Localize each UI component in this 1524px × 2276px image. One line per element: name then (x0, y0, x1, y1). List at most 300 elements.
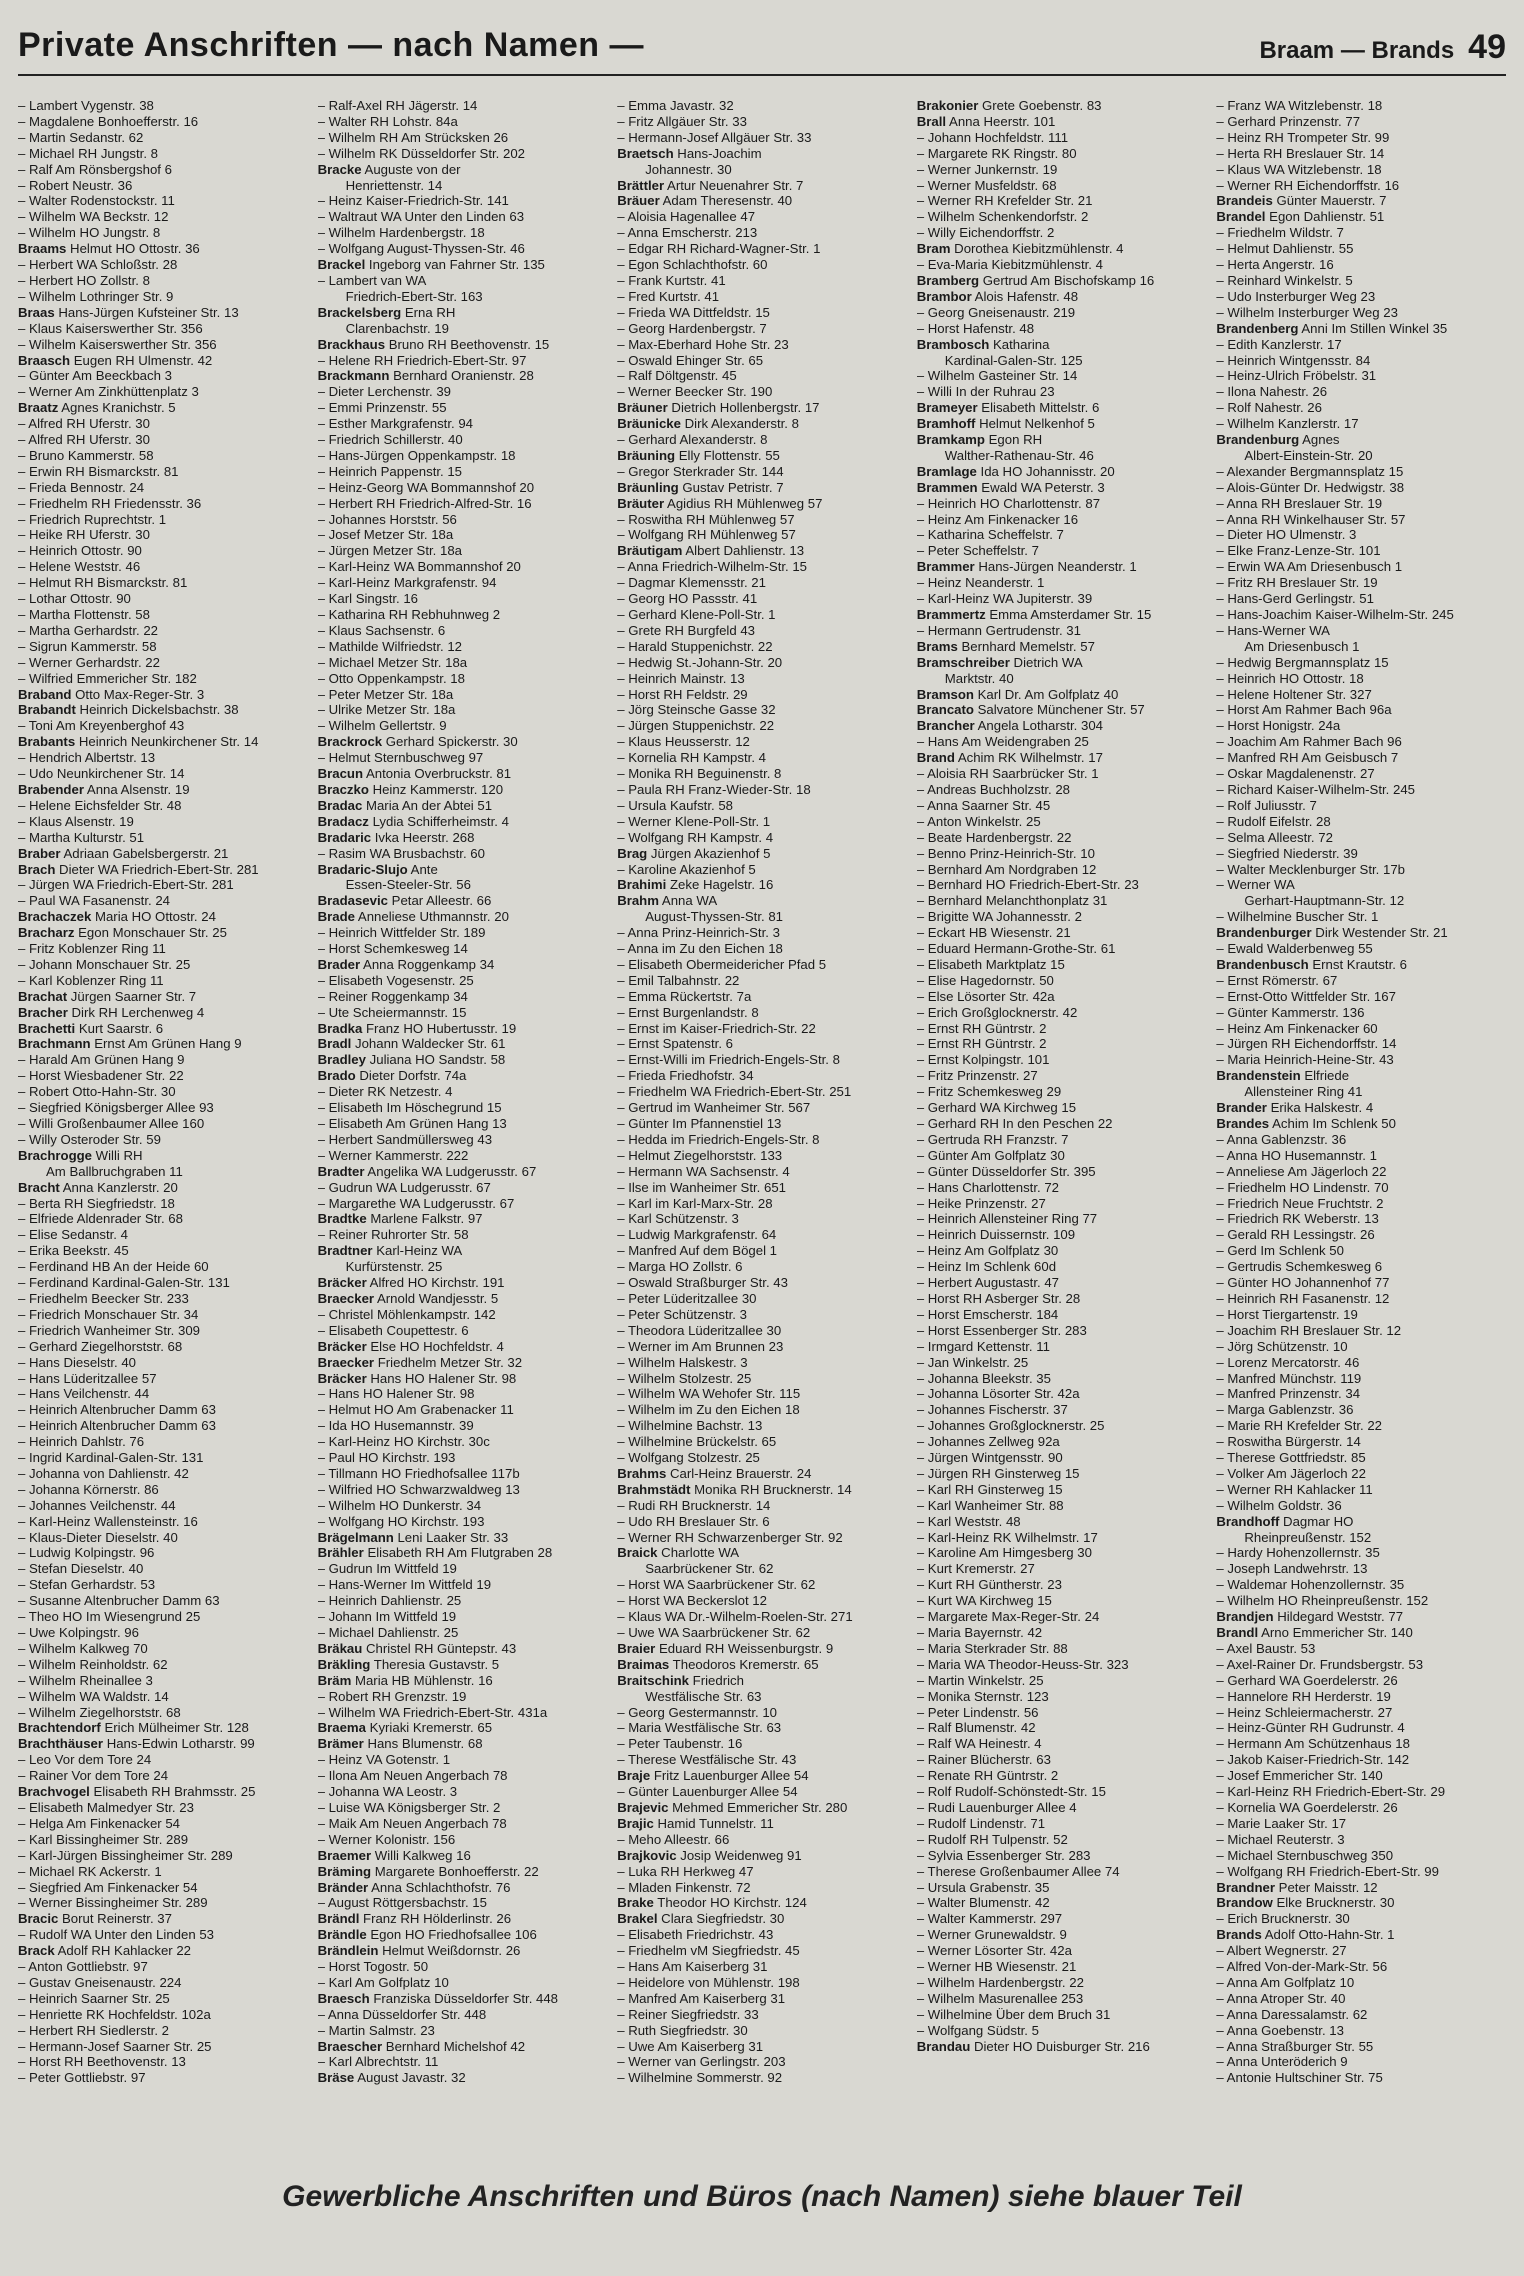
entry: – Werner Kolonistr. 156 (318, 1832, 608, 1848)
entry-details: Heinrich Dickelsbachstr. 38 (75, 702, 239, 718)
surname: Bradtner (317, 1243, 373, 1259)
entry: – Michael Sternbuschweg 350 (1216, 1848, 1506, 1864)
entry: – Rolf Juliusstr. 7 (1216, 798, 1506, 814)
entry: – Anna Goebenstr. 13 (1216, 2023, 1506, 2039)
entry: – Fritz RH Breslauer Str. 19 (1216, 575, 1506, 591)
entry: – Werner van Gerlingstr. 203 (617, 2054, 907, 2070)
entry: – Ralf Döltgenstr. 45 (617, 368, 907, 384)
entry: – Wilhelm WA Beckstr. 12 (18, 209, 308, 225)
entry: – Erwin RH Bismarckstr. 81 (18, 464, 308, 480)
entry: – Heinz Kaiser-Friedrich-Str. 141 (318, 193, 608, 209)
entry: – Anna Straßburger Str. 55 (1216, 2039, 1506, 2055)
entry: – Susanne Altenbrucher Damm 63 (18, 1593, 308, 1609)
entry: – Hans Veilchenstr. 44 (18, 1386, 308, 1402)
entry: – Ilona Nahestr. 26 (1216, 384, 1506, 400)
entry-details: Ewald WA Peterstr. 3 (977, 479, 1105, 495)
entry-details: Maria HB Mühlenstr. 16 (351, 1672, 493, 1688)
surname: Brachthäuser (18, 1736, 104, 1752)
entry-surname (18, 1036, 308, 1052)
entry: – Martha Gerhardstr. 22 (18, 623, 308, 639)
entry: – Johannes Horststr. 56 (318, 512, 608, 528)
entry: – Antonie Hultschiner Str. 75 (1216, 2070, 1506, 2086)
entry: – Tillmann HO Friedhofsallee 117b (318, 1466, 608, 1482)
entry-surname (917, 241, 1207, 257)
surname: Bräcker (317, 1275, 367, 1291)
entry: – Georg HO Passstr. 41 (617, 591, 907, 607)
entry-details: Egon Dahlienstr. 51 (1265, 209, 1385, 225)
entry: – Anna Emscherstr. 213 (617, 225, 907, 241)
entry-details: Dietrich Hollenbergstr. 17 (667, 400, 820, 416)
entry: – Walter Rodenstockstr. 11 (18, 193, 308, 209)
entry: – Günter Am Golfplatz 30 (917, 1148, 1207, 1164)
entry: – Lambert Vygenstr. 38 (18, 98, 308, 114)
entry: – Else Lösorter Str. 42a (917, 989, 1207, 1005)
entry: – Horst Wiesbadener Str. 22 (18, 1068, 308, 1084)
entry: – Anneliese Am Jägerloch 22 (1216, 1164, 1506, 1180)
surname: Bräkling (317, 1656, 371, 1672)
entry-surname (617, 416, 907, 432)
entry: – Brigitte WA Johannesstr. 2 (917, 909, 1207, 925)
entry: – Wilhelm HO Rheinpreußenstr. 152 (1216, 1593, 1506, 1609)
entry: – Gertruda RH Franzstr. 7 (917, 1132, 1207, 1148)
entry-details: Egon RH (984, 432, 1043, 448)
entry: – Wilhelmine Sommerstr. 92 (617, 2070, 907, 2086)
entry-surname (318, 1036, 608, 1052)
entry: – Werner RH Kahlacker 11 (1216, 1482, 1506, 1498)
surname: Brammertz (916, 607, 986, 622)
entry: – Selma Alleestr. 72 (1216, 830, 1506, 846)
surname: Bracht (18, 1179, 60, 1195)
entry: – Jürgen Stuppenichstr. 22 (617, 718, 907, 734)
entry-surname (318, 1339, 608, 1355)
entry: – Kurt WA Kirchweg 15 (917, 1593, 1207, 1609)
entry: – Stefan Gerhardstr. 53 (18, 1577, 308, 1593)
entry: – Willy Osteroder Str. 59 (18, 1132, 308, 1148)
entry: – Horst WA Saarbrückener Str. 62 (617, 1577, 907, 1593)
surname: Brandenburger (1216, 925, 1312, 941)
surname: Bradtke (317, 1211, 367, 1227)
entry-details: Helmut HO Ottostr. 36 (66, 241, 200, 257)
entry: – Helmut HO Am Grabenacker 11 (318, 1402, 608, 1418)
entry: – Wilhelm Lothringer Str. 9 (18, 289, 308, 305)
entry: – Ralf Am Rönsbergshof 6 (18, 162, 308, 178)
entry: – Anna Saarner Str. 45 (917, 798, 1207, 814)
entry-continuation: Allensteiner Ring 41 (1244, 1084, 1363, 1100)
surname: Braick (617, 1545, 658, 1561)
entry: – Ernst im Kaiser-Friedrich-Str. 22 (617, 1021, 907, 1037)
entry-details: Alfred HO Kirchstr. 191 (366, 1275, 505, 1291)
entry: – Edith Kanzlerstr. 17 (1216, 337, 1506, 353)
entry: – Johannes Fischerstr. 37 (917, 1402, 1207, 1418)
entry: – Wilhelm Gasteiner Str. 14 (917, 368, 1207, 384)
entry: – Ruth Siegfriedstr. 30 (617, 2023, 907, 2039)
surname: Brackhaus (317, 336, 386, 352)
entry: – Waltraut WA Unter den Linden 63 (318, 209, 608, 225)
surname: Braber (18, 845, 61, 861)
entry: – Johanna Bleekstr. 35 (917, 1371, 1207, 1387)
entry: – Hendrich Albertstr. 13 (18, 750, 308, 766)
entry: – Helmut Dahlienstr. 55 (1216, 241, 1506, 257)
entry: – Margarethe WA Ludgerusstr. 67 (318, 1196, 608, 1212)
entry-surname (617, 1895, 907, 1911)
entry-surname (18, 241, 308, 257)
entry: – Frieda Friedhofstr. 34 (617, 1068, 907, 1084)
entry: – Erika Beekstr. 45 (18, 1243, 308, 1259)
entry-details: Kyriaki Kremerstr. 65 (365, 1720, 493, 1736)
entry: – Günter Am Beeckbach 3 (18, 368, 308, 384)
entry: – Wilhelmine Brückelstr. 65 (617, 1434, 907, 1450)
entry-surname (917, 98, 1207, 114)
entry-details: Borut Reinerstr. 37 (58, 1911, 172, 1927)
entry-continuation: Saarbrückener Str. 62 (645, 1561, 774, 1577)
entry: – Anna im Zu den Eichen 18 (617, 941, 907, 957)
surname: Bradley (317, 1052, 366, 1068)
entry: – Heinz-Günter RH Gudrunstr. 4 (1216, 1720, 1506, 1736)
entry: – Michael RK Ackerstr. 1 (18, 1864, 308, 1880)
entry: – Karl-Heinz HO Kirchstr. 30c (318, 1434, 608, 1450)
entry-surname (617, 480, 907, 496)
entry: – Franz WA Witzlebenstr. 18 (1216, 98, 1506, 114)
entry: – Ernst-Otto Wittfelder Str. 167 (1216, 989, 1506, 1005)
entry: – Gertrudis Schemkesweg 6 (1216, 1259, 1506, 1275)
entry-surname (18, 734, 308, 750)
entry: – Johannes Großglocknerstr. 25 (917, 1418, 1207, 1434)
surname: Brandenbusch (1216, 956, 1309, 972)
entry-details: Hans-Edwin Lotharstr. 99 (103, 1736, 255, 1752)
entry-details: Adam Theresenstr. 40 (659, 193, 793, 209)
entry: – Gerhard Prinzenstr. 77 (1216, 114, 1506, 130)
entry: – Manfred Münchstr. 119 (1216, 1371, 1506, 1387)
entry: – Peter Metzer Str. 18a (318, 687, 608, 703)
entry-details: Elke Brucknerstr. 30 (1272, 1895, 1395, 1911)
surname: Brajevic (617, 1799, 669, 1815)
surname: Bramson (916, 686, 974, 702)
entry-details: Artur Neuenahrer Str. 7 (664, 177, 804, 193)
entry: – Grete RH Burgfeld 43 (617, 623, 907, 639)
entry: – Werner im Am Brunnen 23 (617, 1339, 907, 1355)
surname: Brachat (18, 988, 68, 1004)
entry-details: Franziska Düsseldorfer Str. 448 (369, 1990, 559, 2006)
entry-details: Anni Im Stillen Winkel 35 (1298, 320, 1448, 336)
footer-note: Gewerbliche Anschriften und Büros (nach Namen) siehe blauer Teil (282, 2180, 1242, 2213)
surname: Brandenberg (1216, 320, 1299, 336)
entry: – Ernst Spatenstr. 6 (617, 1036, 907, 1052)
entry-details: Carl-Heinz Brauerstr. 24 (666, 1465, 812, 1481)
entry: – Jörg Steinsche Gasse 32 (617, 702, 907, 718)
entry: – Alfred RH Uferstr. 30 (18, 432, 308, 448)
entry-details: Erich Mülheimer Str. 128 (100, 1720, 249, 1736)
entry-continuation: Walther-Rathenau-Str. 46 (944, 447, 1094, 463)
entry-surname (318, 1275, 608, 1291)
surname: Braetsch (617, 145, 674, 161)
entry: – Egon Schlachthofstr. 60 (617, 257, 907, 273)
entry-details: Elisabeth RH Brahmsstr. 25 (89, 1784, 256, 1800)
entry-details: Auguste von der (361, 161, 461, 177)
entry-details: Agidius RH Mühlenweg 57 (664, 495, 823, 511)
entry: – Herbert Sandmüllersweg 43 (318, 1132, 608, 1148)
surname: Brado (317, 1068, 356, 1084)
entry: – Jörg Schützenstr. 10 (1216, 1339, 1506, 1355)
entry: – Horst Essenberger Str. 283 (917, 1323, 1207, 1339)
surname: Bradka (317, 1020, 363, 1036)
entry: – Anton Gottliebstr. 97 (18, 1959, 308, 1975)
surname: Bracharz (18, 925, 75, 941)
entry: – Günter Im Pfannenstiel 13 (617, 1116, 907, 1132)
entry: – Kurt RH Güntherstr. 23 (917, 1577, 1207, 1593)
entry: – Magdalene Bonhoefferstr. 16 (18, 114, 308, 130)
entry: – Fritz Schemkesweg 29 (917, 1084, 1207, 1100)
entry: – Wilhelm Insterburger Weg 23 (1216, 305, 1506, 321)
entry: – Hans-Werner WA (1216, 623, 1506, 639)
surname: Brachetti (18, 1020, 76, 1036)
entry: – Heinz Am Finkenacker 16 (917, 512, 1207, 528)
entry: – Bernhard HO Friedrich-Ebert-Str. 23 (917, 877, 1207, 893)
surname: Bräse (317, 2070, 355, 2086)
entry: – Friedrich RK Weberstr. 13 (1216, 1211, 1506, 1227)
entry: – Elisabeth Coupettestr. 6 (318, 1323, 608, 1339)
entry-surname (917, 432, 1207, 448)
entry: – Heinrich Saarner Str. 25 (18, 1991, 308, 2007)
entry: – Helene Holtener Str. 327 (1216, 687, 1506, 703)
entry: – Heidelore von Mühlenstr. 198 (617, 1975, 907, 1991)
surname: Bracic (18, 1911, 59, 1927)
entry-details: Theresia Gustavstr. 5 (370, 1656, 500, 1672)
entry-details: Juliana HO Sandstr. 58 (365, 1052, 506, 1068)
entry: – Ernst RH Güntrstr. 2 (917, 1036, 1207, 1052)
entry-surname (318, 1991, 608, 2007)
entry-surname (318, 368, 608, 384)
surname: Bräunling (617, 479, 679, 495)
entry: – Irmgard Kettenstr. 11 (917, 1339, 1207, 1355)
entry: – Jürgen Metzer Str. 18a (318, 543, 608, 559)
entry-details: Arno Emmericher Str. 140 (1258, 1625, 1413, 1640)
entry-details: Maria An der Abtei 51 (362, 797, 493, 813)
entry: – Wilhelm Stolzestr. 25 (617, 1371, 907, 1387)
entry: – Walter Mecklenburger Str. 17b (1216, 862, 1506, 878)
entry-details: Franz RH Hölderlinstr. 26 (359, 1911, 512, 1927)
entry: – Gerhard WA Kirchweg 15 (917, 1100, 1207, 1116)
entry: – Johann Hochfeldstr. 111 (917, 130, 1207, 146)
surname: Bramberg (916, 272, 980, 288)
entry-surname (318, 1052, 608, 1068)
entry: – Paula RH Franz-Wieder-Str. 18 (617, 782, 907, 798)
entry: – Friedhelm HO Lindenstr. 70 (1216, 1180, 1506, 1196)
entry: – Hans HO Halener Str. 98 (318, 1386, 608, 1402)
surname: Brander (1216, 1100, 1267, 1116)
entry: – Herta Angerstr. 16 (1216, 257, 1506, 273)
entry: – Wilhelm Masurenallee 253 (917, 1991, 1207, 2007)
entry-details: Willi RH (92, 1147, 143, 1163)
surname: Brabants (18, 734, 76, 750)
entry: – Eckart HB Wiesenstr. 21 (917, 925, 1207, 941)
entry: – Alexander Bergmannsplatz 15 (1216, 464, 1506, 480)
entry-surname (917, 607, 1207, 623)
entry-details: Ernst Krautstr. 6 (1308, 956, 1407, 972)
entry: – Elke Franz-Lenze-Str. 101 (1216, 543, 1506, 559)
entry: – Helmut Ziegelhorststr. 133 (617, 1148, 907, 1164)
entry-continuation: Westfälische Str. 63 (645, 1688, 762, 1704)
entry: – Dagmar Klemensstr. 21 (617, 575, 907, 591)
entry-surname (318, 1355, 608, 1371)
surname: Bracher (18, 1004, 68, 1020)
surname: Brachvogel (18, 1784, 90, 1800)
entry: – Friedrich Ruprechtstr. 1 (18, 512, 308, 528)
entry: – Sigrun Kammerstr. 58 (18, 639, 308, 655)
entry-details: Agnes (1299, 432, 1340, 448)
entry: – Marga Gablenzstr. 36 (1216, 1402, 1506, 1418)
surname: Bracke (317, 161, 362, 177)
entry-details: Adolf Otto-Hahn-Str. 1 (1261, 1927, 1395, 1943)
entry-details: Ida HO Johannisstr. 20 (976, 463, 1115, 479)
entry-continuation: Clarenbachstr. 19 (345, 320, 449, 336)
entry-details: Maria HO Ottostr. 24 (91, 909, 216, 925)
entry: – Albert Wegnerstr. 27 (1216, 1943, 1506, 1959)
entry: – Udo RH Breslauer Str. 6 (617, 1514, 907, 1530)
surname: Brake (617, 1895, 654, 1911)
entry-details: Egon HO Friedhofsallee 106 (366, 1927, 537, 1943)
entry: – Karl-Jürgen Bissingheimer Str. 289 (18, 1848, 308, 1864)
entry-surname (1216, 1609, 1506, 1625)
entry: – Maria Bayernstr. 42 (917, 1625, 1207, 1641)
entry: – Helene RH Friedrich-Ebert-Str. 97 (318, 353, 608, 369)
entry-surname (617, 1800, 907, 1816)
entry-surname (617, 193, 907, 209)
entry-details: Hildegard Weststr. 77 (1273, 1609, 1404, 1625)
entry: – Renate RH Güntrstr. 2 (917, 1768, 1207, 1784)
entry: – Ferdinand HB An der Heide 60 (18, 1259, 308, 1275)
entry-details: Leni Laaker Str. 33 (393, 1529, 509, 1545)
entry-surname (917, 464, 1207, 480)
entry: – Horst WA Beckerslot 12 (617, 1593, 907, 1609)
entry-details: Bernhard Oranienstr. 28 (389, 368, 534, 384)
surname: Bramlage (916, 463, 977, 479)
entry: – Udo Insterburger Weg 23 (1216, 289, 1506, 305)
entry-details: Petar Alleestr. 66 (387, 893, 492, 909)
entry-surname (318, 893, 608, 909)
entry: – Werner Grunewaldstr. 9 (917, 1927, 1207, 1943)
entry: – Kurt Kremerstr. 27 (917, 1561, 1207, 1577)
entry: – Wolfgang August-Thyssen-Str. 46 (318, 241, 608, 257)
entry: – Wilhelm Gellertstr. 9 (318, 718, 608, 734)
entry: – Hans Charlottenstr. 72 (917, 1180, 1207, 1196)
surname: Bramkamp (916, 432, 985, 448)
column-3 (617, 98, 907, 2176)
entry: – Friedrich Wanheimer Str. 309 (18, 1323, 308, 1339)
entry: – Wilhelm Hardenbergstr. 18 (318, 225, 608, 241)
entry: – Manfred Prinzenstr. 34 (1216, 1386, 1506, 1402)
entry-details: Anna Heerstr. 101 (946, 113, 1056, 129)
entry: – Wilhelm Halskestr. 3 (617, 1355, 907, 1371)
entry: – Heinrich Allensteiner Ring 77 (917, 1211, 1207, 1227)
surname: Brancato (916, 702, 974, 718)
entry: – Rudolf Lindenstr. 71 (917, 1816, 1207, 1832)
entry: – Luka RH Herkweg 47 (617, 1864, 907, 1880)
surname: Bränder (317, 1879, 369, 1895)
surname: Brachaczek (18, 909, 92, 925)
entry-continuation: Henriettenstr. 14 (345, 177, 443, 193)
entry: – Ralf Blumenstr. 42 (917, 1720, 1207, 1736)
surname: Bram (916, 241, 951, 257)
entry: – Ralf-Axel RH Jägerstr. 14 (318, 98, 608, 114)
entry-surname (1216, 321, 1506, 337)
surname: Brakel (617, 1911, 658, 1927)
entry: – Alois-Günter Dr. Hedwigstr. 38 (1216, 480, 1506, 496)
entry-details: Salvatore Münchener Str. 57 (973, 702, 1145, 718)
surname: Bräunicke (617, 416, 681, 432)
entry: – Emma Javastr. 32 (617, 98, 907, 114)
entry-surname (617, 1673, 907, 1689)
entry-surname (917, 655, 1207, 671)
entry-details: Friedhelm Metzer Str. 32 (374, 1354, 523, 1370)
entry: – Horst RH Beethovenstr. 13 (18, 2054, 308, 2070)
entry: – Hans Lüderitzallee 57 (18, 1371, 308, 1387)
entry: – Hans Dieselstr. 40 (18, 1355, 308, 1371)
entry: – Leo Vor dem Tore 24 (18, 1752, 308, 1768)
entry: – Oswald Ehinger Str. 65 (617, 353, 907, 369)
entry-surname (18, 1180, 308, 1196)
entry-surname (617, 146, 907, 162)
surname: Bradacz (317, 813, 369, 829)
entry-surname (917, 718, 1207, 734)
entry-surname (318, 909, 608, 925)
surname: Bramschreiber (916, 654, 1010, 670)
entry: – Friedhelm RH Friedensstr. 36 (18, 496, 308, 512)
entry: – Karl Wanheimer Str. 88 (917, 1498, 1207, 1514)
entry: – Peter Taubenstr. 16 (617, 1736, 907, 1752)
entry: – Heinz RH Trompeter Str. 99 (1216, 130, 1506, 146)
entry: – Michael Reuterstr. 3 (1216, 1832, 1506, 1848)
entry-continuation: Am Ballbruchgraben 11 (46, 1163, 183, 1179)
entry: – Günter Kammerstr. 136 (1216, 1005, 1506, 1021)
entry: – Edgar RH Richard-Wagner-Str. 1 (617, 241, 907, 257)
entry: – Elisabeth Vogesenstr. 25 (318, 973, 608, 989)
entry-surname (1216, 1625, 1506, 1641)
entry: – Toni Am Kreyenberghof 43 (18, 718, 308, 734)
entry-surname (318, 162, 608, 178)
entry: – Herta RH Breslauer Str. 14 (1216, 146, 1506, 162)
surname: Brandjen (1216, 1609, 1274, 1625)
surname: Bräuter (617, 495, 665, 511)
entry-surname (18, 1736, 308, 1752)
entry: – Karl Singstr. 16 (318, 591, 608, 607)
entry-details: Hans HO Halener Str. 98 (366, 1370, 517, 1386)
surname: Brackrock (317, 734, 383, 750)
entry: – Ernst Kolpingstr. 101 (917, 1052, 1207, 1068)
entry: – Hans-Jürgen Oppenkampstr. 18 (318, 448, 608, 464)
entry: – Klaus WA Witzlebenstr. 18 (1216, 162, 1506, 178)
entry: – Karl RH Ginsterweg 15 (917, 1482, 1207, 1498)
entry-surname (18, 925, 308, 941)
entry: – Ralf WA Heinestr. 4 (917, 1736, 1207, 1752)
entry-surname (318, 782, 608, 798)
entry-details: Elisabeth RH Am Flutgraben 28 (363, 1545, 553, 1561)
entry: – Wilhelm Ziegelhorststr. 68 (18, 1705, 308, 1721)
surname: Brandow (1216, 1895, 1273, 1911)
entry: – Therese Westfälische Str. 43 (617, 1752, 907, 1768)
entry-details: Dirk Alexanderstr. 8 (680, 416, 799, 432)
surname: Braczko (317, 781, 369, 797)
entry: – Lorenz Mercatorstr. 46 (1216, 1355, 1506, 1371)
entry: – Rudi RH Brucknerstr. 14 (617, 1498, 907, 1514)
entry: – Karoline Am Himgesberg 30 (917, 1545, 1207, 1561)
entry-surname (318, 1880, 608, 1896)
column-2 (318, 98, 608, 2176)
entry: – Dieter Lerchenstr. 39 (318, 384, 608, 400)
entry: – Hans-Joachim Kaiser-Wilhelm-Str. 245 (1216, 607, 1506, 623)
entry: – Udo Neunkirchener Str. 14 (18, 766, 308, 782)
entry-continuation: Rheinpreußenstr. 152 (1244, 1529, 1372, 1545)
entry-surname (318, 1545, 608, 1561)
